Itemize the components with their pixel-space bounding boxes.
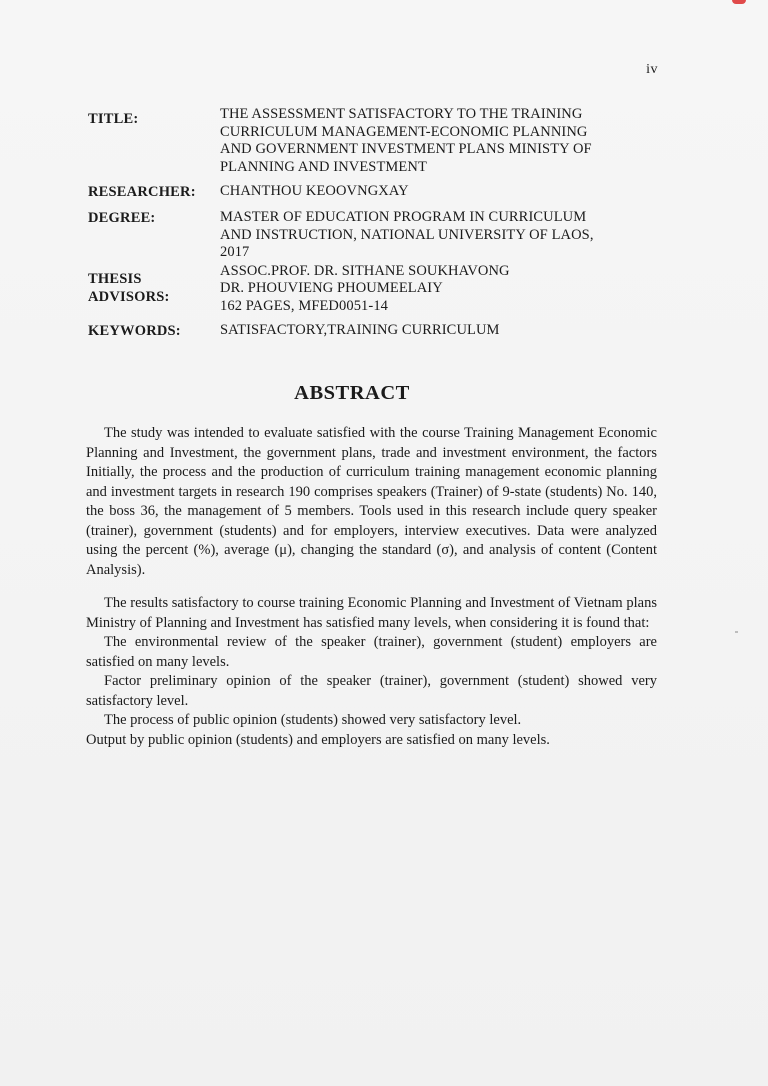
advisors-label — [88, 263, 220, 316]
researcher-row — [88, 183, 668, 202]
scan-speck — [735, 631, 738, 633]
keywords-value: SATISFACTORY,TRAINING CURRICULUM — [220, 322, 500, 338]
title-line: PLANNING AND INVESTMENT — [220, 158, 427, 175]
finding-item: The process of public opinion (students) showed very satisfactory level. — [104, 712, 522, 728]
degree-line: MASTER OF EDUCATION PROGRAM IN CURRICULUM — [220, 209, 587, 225]
degree-value — [220, 209, 668, 262]
abstract-body — [86, 424, 657, 750]
advisor-line: ASSOC.PROF. DR. SITHANE SOUKHAVONG — [220, 262, 510, 279]
finding-item: Factor preliminary opinion of the speaker (trainer), government (student) showed very satisfactory level. — [86, 673, 657, 709]
abstract-heading: ABSTRACT — [294, 382, 410, 404]
researcher-value: CHANTHOU KEOOVNGXAY — [220, 183, 409, 199]
pages-line: 162 PAGES, MFED0051-14 — [220, 297, 389, 314]
advisors-row — [88, 263, 668, 316]
researcher-label: RESEARCHER: — [88, 184, 196, 200]
title-label: TITLE: — [88, 111, 139, 127]
title-line: AND GOVERNMENT INVESTMENT PLANS MINISTY OF — [220, 141, 592, 157]
advisor-line: DR. PHOUVIENG PHOUMEELAIY — [220, 280, 443, 296]
thesis-metadata — [88, 106, 668, 348]
advisors-label-line: THESIS — [88, 270, 142, 287]
keywords-row — [88, 322, 668, 341]
corner-mark — [732, 0, 746, 4]
title-line: CURRICULUM MANAGEMENT-ECONOMIC PLANNING — [220, 123, 588, 140]
title-row — [88, 106, 668, 176]
advisors-label-line: ADVISORS: — [88, 288, 170, 305]
degree-line: 2017 — [220, 244, 250, 260]
finding-item: The environmental review of the speaker (trainer), government (student) employers are satisfied on many levels. — [86, 634, 657, 670]
page-number: iv — [646, 62, 658, 77]
abstract-paragraph: The results satisfactory to course training Economic Planning and Investment of Vietnam plans Ministry of Planning and Investment has satisfied many levels, when considering it is found that: — [86, 595, 657, 631]
abstract-paragraph: The study was intended to evaluate satisfied with the course Training Management Economic Planning and Investment, the government plans, trade and investment environment, the factors Initially, the process and the production of curriculum training management economic planning and investment targets in research 190 comprises speakers (Trainer) of 9-state (students) No. 140, the boss 36, the management of 5 members. Tools used in this research include query speaker (trainer), government (students) and for employers, interview executives. Data were analyzed using the percent (%), average (μ), changing the standard (σ), and analysis of content (Content Analysis). — [86, 425, 657, 578]
degree-label: DEGREE: — [88, 210, 156, 226]
keywords-label: KEYWORDS: — [88, 323, 181, 339]
title-line: THE ASSESSMENT SATISFACTORY TO THE TRAINING — [220, 106, 583, 122]
findings-block — [86, 594, 657, 750]
degree-row — [88, 209, 668, 262]
advisors-value — [220, 263, 668, 316]
degree-line: AND INSTRUCTION, NATIONAL UNIVERSITY OF LAOS, — [220, 226, 594, 243]
title-value — [220, 106, 668, 176]
finding-item: Output by public opinion (students) and employers are satisfied on many levels. — [86, 731, 550, 748]
